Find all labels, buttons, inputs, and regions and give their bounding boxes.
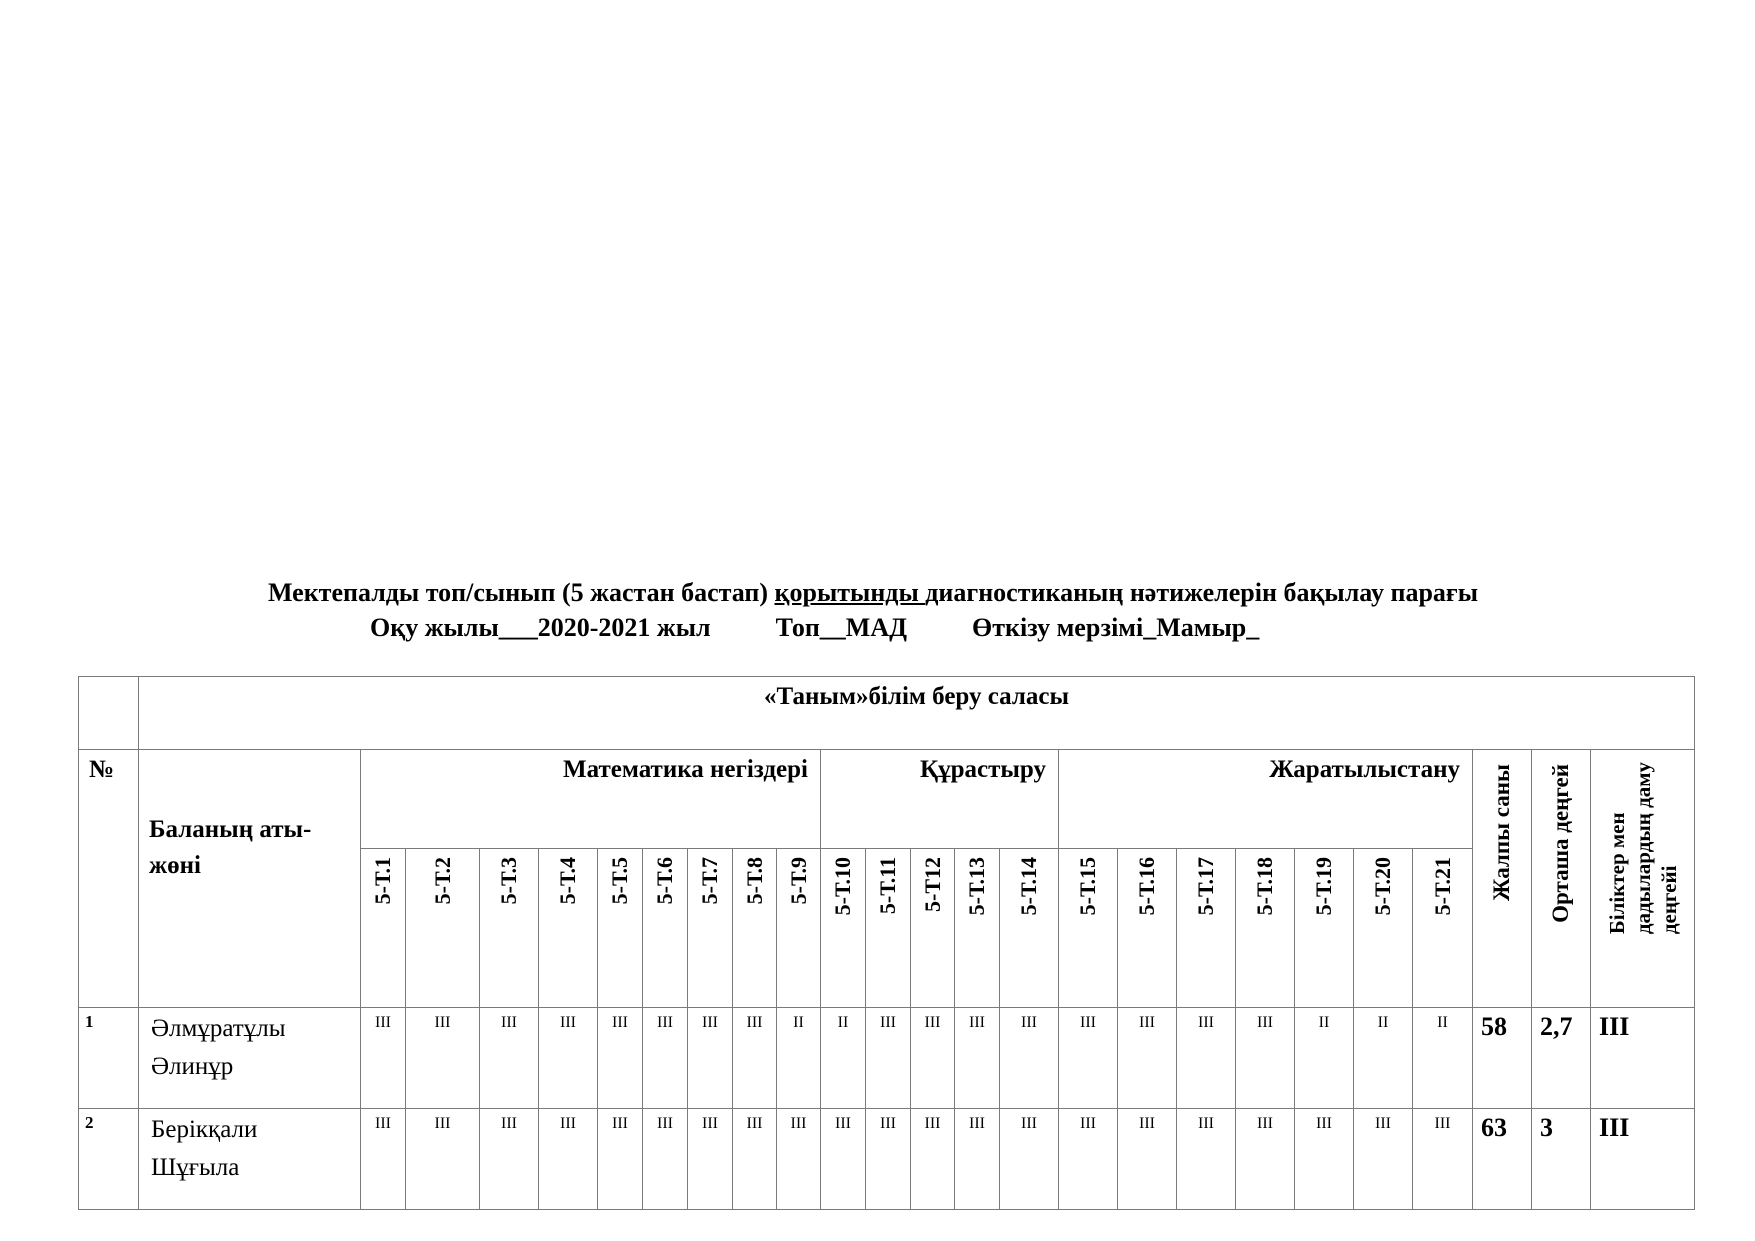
- task-mark: III: [1236, 1008, 1295, 1109]
- task-mark: III: [539, 1008, 598, 1109]
- area-heading: «Таным»білім беру саласы: [139, 677, 1695, 750]
- task-header-label: 5-Т.15: [1075, 857, 1100, 916]
- child-given-name: Шұғыла: [151, 1154, 240, 1181]
- task-header: [1354, 849, 1413, 1008]
- child-given-name: Әлинұр: [151, 1053, 234, 1080]
- task-header-label: 5-Т.9: [785, 857, 811, 905]
- title-part-2: диагностиканың нәтижелерін бақылау парағы: [925, 578, 1479, 607]
- task-mark: III: [480, 1109, 539, 1210]
- task-mark: II: [1413, 1008, 1473, 1109]
- task-header-label: 5-Т.6: [652, 857, 677, 905]
- task-header: [1177, 849, 1236, 1008]
- task-mark: III: [406, 1109, 480, 1210]
- subject-row: [79, 750, 1695, 849]
- total-header: [1473, 750, 1532, 1008]
- task-header: [1118, 849, 1177, 1008]
- row-index: 2: [79, 1109, 139, 1210]
- task-mark: III: [733, 1109, 777, 1210]
- task-mark: III: [733, 1008, 777, 1109]
- skill-level: III: [1591, 1109, 1695, 1210]
- task-mark: III: [911, 1008, 955, 1109]
- task-mark: III: [1177, 1109, 1236, 1210]
- task-mark: III: [361, 1109, 406, 1210]
- area-row: [79, 677, 1695, 750]
- average-header: [1532, 750, 1591, 1008]
- document-subtitle: [370, 613, 1370, 643]
- task-mark: III: [1059, 1008, 1118, 1109]
- child-name: [139, 1008, 361, 1109]
- task-header-label: 5-Т.13: [964, 857, 989, 916]
- total-header-text: Жалпы саны: [1489, 764, 1514, 901]
- child-name: [139, 1109, 361, 1210]
- task-header: [361, 849, 406, 1008]
- row-index: 1: [79, 1008, 139, 1109]
- task-mark: II: [777, 1008, 821, 1109]
- task-mark: III: [1354, 1109, 1413, 1210]
- task-header-label: 5-Т.5: [607, 857, 632, 905]
- title-underlined: қорытынды: [774, 578, 926, 607]
- task-header-label: 5-Т.2: [429, 857, 455, 905]
- task-header: [821, 849, 866, 1008]
- task-header: [480, 849, 539, 1008]
- task-header-label: 5-Т.19: [1311, 857, 1336, 916]
- task-header: [1413, 849, 1473, 1008]
- subject-construction: Құрастыру: [821, 750, 1059, 849]
- task-header: [911, 849, 955, 1008]
- task-header: [688, 849, 733, 1008]
- task-header: [733, 849, 777, 1008]
- task-mark: III: [643, 1008, 688, 1109]
- task-header-label: 5-Т.16: [1134, 857, 1159, 916]
- task-header: [406, 849, 480, 1008]
- task-mark: III: [955, 1008, 1000, 1109]
- task-header-label: 5-Т.4: [555, 857, 580, 905]
- corner-cell: [79, 677, 139, 750]
- task-mark: III: [777, 1109, 821, 1210]
- task-mark: III: [598, 1008, 643, 1109]
- date-label: Өткізу мерзімі_Мамыр_: [972, 613, 1260, 642]
- task-mark: III: [866, 1008, 911, 1109]
- task-header-label: 5-Т.18: [1252, 857, 1277, 916]
- task-mark: III: [866, 1109, 911, 1210]
- task-header-label: 5-Т.20: [1370, 857, 1395, 916]
- task-mark: III: [1000, 1008, 1059, 1109]
- task-header: [598, 849, 643, 1008]
- results-table: [78, 676, 1695, 1210]
- task-mark: II: [1354, 1008, 1413, 1109]
- task-header: [1295, 849, 1354, 1008]
- task-mark: III: [821, 1109, 866, 1210]
- task-mark: III: [406, 1008, 480, 1109]
- task-mark: III: [955, 1109, 1000, 1210]
- task-mark: III: [911, 1109, 955, 1210]
- table-row: [79, 1109, 1695, 1210]
- task-header-label: 5-Т.14: [1016, 857, 1041, 916]
- title-part-1: Мектепалды топ/сынып (5 жастан бастап): [267, 578, 775, 607]
- average-header-text: Орташа деңгей: [1548, 764, 1573, 923]
- group-label: Топ__МАД: [775, 613, 907, 642]
- task-mark: III: [1236, 1109, 1295, 1210]
- document-title: [183, 578, 1563, 608]
- task-mark: III: [1059, 1109, 1118, 1210]
- task-mark: III: [1118, 1008, 1177, 1109]
- task-header: [1059, 849, 1118, 1008]
- school-year: Оқу жылы___2020-2021 жыл: [370, 613, 711, 642]
- task-header: [643, 849, 688, 1008]
- task-mark: III: [688, 1008, 733, 1109]
- task-header-label: 5-Т.21: [1429, 857, 1455, 916]
- subject-nature: Жаратылыстану: [1059, 750, 1473, 849]
- level-header-line2: дадылардың даму: [1630, 762, 1655, 935]
- number-header: №: [79, 750, 139, 1008]
- task-header-label: 5-Т.8: [741, 857, 767, 905]
- name-header: Баланың аты-жөні: [139, 750, 361, 1008]
- task-header-label: 5-Т12: [919, 857, 945, 912]
- task-header: [1236, 849, 1295, 1008]
- total-score: 58: [1473, 1008, 1532, 1109]
- task-header-label: 5-Т.10: [830, 857, 855, 916]
- task-mark: III: [1118, 1109, 1177, 1210]
- task-header: [539, 849, 598, 1008]
- skill-level: III: [1591, 1008, 1695, 1109]
- task-header: [955, 849, 1000, 1008]
- task-header-label: 5-Т.17: [1193, 857, 1218, 916]
- average-level: 3: [1532, 1109, 1591, 1210]
- task-header: [1000, 849, 1059, 1008]
- task-header-label: 5-Т.7: [697, 857, 722, 905]
- task-mark: III: [539, 1109, 598, 1210]
- task-header-label: 5-Т.3: [496, 857, 521, 905]
- task-header: [866, 849, 911, 1008]
- task-header-label: 5-Т.11: [875, 857, 900, 915]
- table-row: [79, 1008, 1695, 1109]
- task-mark: III: [688, 1109, 733, 1210]
- task-mark: III: [1177, 1008, 1236, 1109]
- level-header-line3: деңгейі: [1656, 865, 1681, 935]
- task-mark: III: [643, 1109, 688, 1210]
- average-level: 2,7: [1532, 1008, 1591, 1109]
- task-mark: III: [361, 1008, 406, 1109]
- total-score: 63: [1473, 1109, 1532, 1210]
- level-header-text: [1604, 762, 1682, 934]
- level-header-line1: Біліктер мен: [1604, 812, 1629, 935]
- child-surname: Әлмұратұлы: [151, 1015, 286, 1042]
- task-mark: II: [1295, 1008, 1354, 1109]
- task-mark: III: [480, 1008, 539, 1109]
- task-header: [777, 849, 821, 1008]
- subject-math: Математика негіздері: [361, 750, 821, 849]
- task-header-label: 5-Т.1: [370, 857, 395, 905]
- task-mark: III: [1413, 1109, 1473, 1210]
- level-header: [1591, 750, 1695, 1008]
- task-mark: III: [1000, 1109, 1059, 1210]
- task-mark: II: [821, 1008, 866, 1109]
- child-surname: Берікқали: [151, 1116, 258, 1143]
- task-mark: III: [1295, 1109, 1354, 1210]
- task-mark: III: [598, 1109, 643, 1210]
